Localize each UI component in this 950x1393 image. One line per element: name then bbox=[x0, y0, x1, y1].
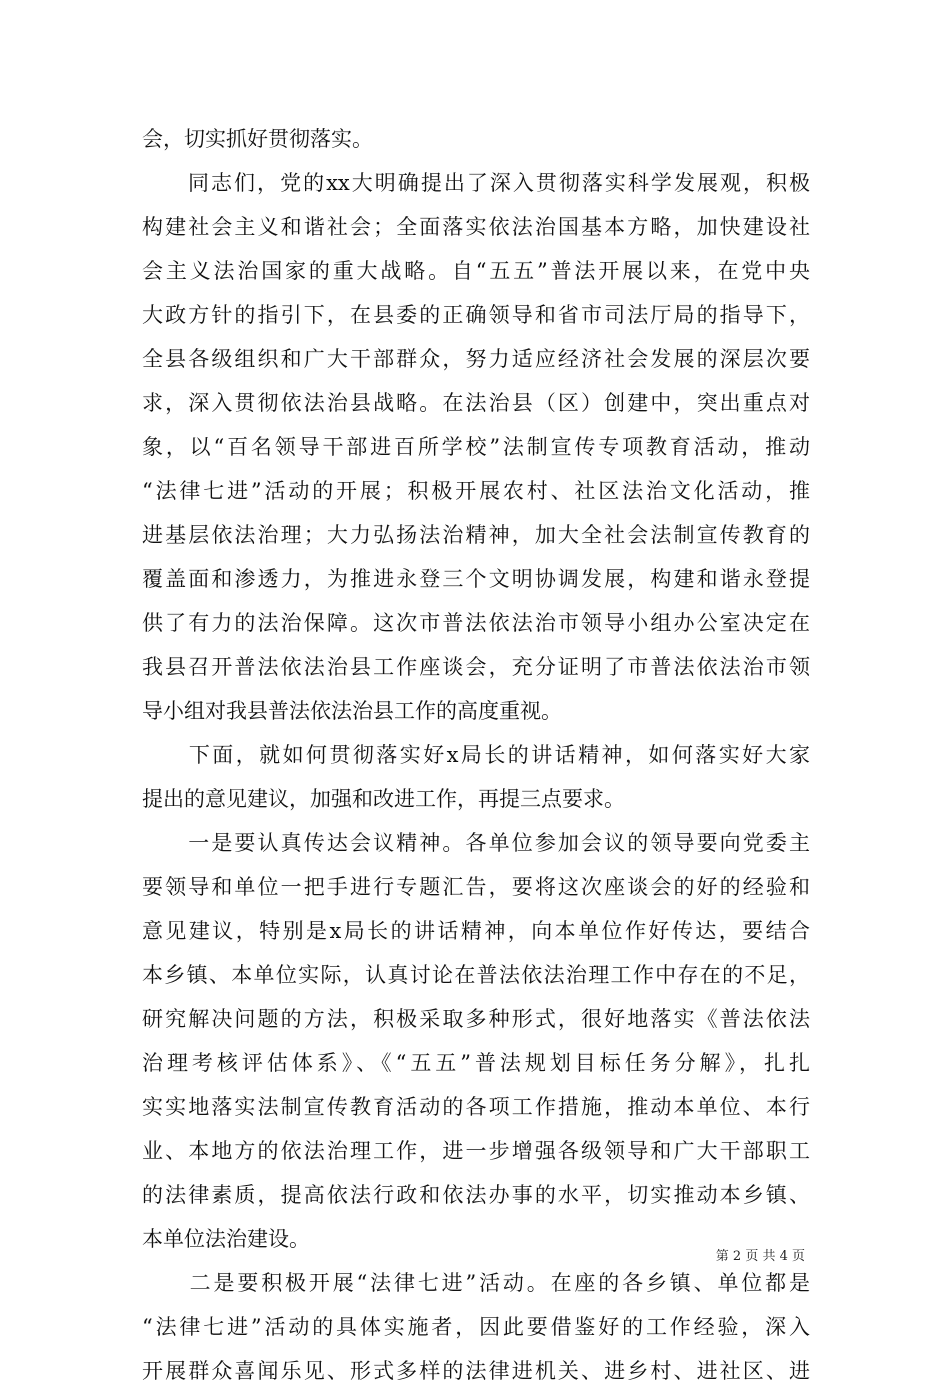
text-line: 全县各级组织和广大干部群众，努力适应经济社会发展的深层次要 bbox=[142, 347, 810, 371]
text-line: “法律七进”活动的开展；积极开展农村、社区法治文化活动，推 bbox=[142, 479, 810, 503]
text-line: 研究解决问题的方法，积极采取多种形式，很好地落实《普法依法 bbox=[142, 1007, 810, 1031]
text-line: 覆盖面和渗透力，为推进永登三个文明协调发展，构建和谐永登提 bbox=[142, 567, 810, 591]
text-line: 下面，就如何贯彻落实好x局长的讲话精神，如何落实好大家 bbox=[142, 743, 810, 767]
text-line: 的法律素质，提高依法行政和依法办事的水平，切实推动本乡镇、 bbox=[142, 1183, 810, 1207]
text-line: 本单位法治建设。 bbox=[142, 1227, 310, 1251]
text-line: 治理考核评估体系》、《“五五”普法规划目标任务分解》，扎扎 bbox=[142, 1051, 810, 1075]
text-line: 供了有力的法治保障。这次市普法依法治市领导小组办公室决定在 bbox=[142, 611, 810, 635]
text-line: 构建社会主义和谐社会；全面落实依法治国基本方略，加快建设社 bbox=[142, 215, 810, 239]
text-line: 进基层依法治理；大力弘扬法治精神，加大全社会法制宣传教育的 bbox=[142, 523, 810, 547]
text-line: 开展群众喜闻乐见、形式多样的法律进机关、进乡村、进社区、进 bbox=[142, 1359, 810, 1383]
document-body bbox=[142, 117, 810, 1393]
text-line: 意见建议，特别是x局长的讲话精神，向本单位作好传达，要结合 bbox=[142, 919, 810, 943]
text-line: 我县召开普法依法治县工作座谈会，充分证明了市普法依法治市领 bbox=[142, 655, 810, 679]
text-line: “法律七进”活动的具体实施者，因此要借鉴好的工作经验，深入 bbox=[142, 1315, 810, 1339]
text-line: 业、本地方的依法治理工作，进一步增强各级领导和广大干部职工 bbox=[142, 1139, 810, 1163]
text-line: 二是要积极开展“法律七进”活动。在座的各乡镇、单位都是 bbox=[142, 1271, 810, 1295]
text-line: 会主义法治国家的重大战略。自“五五”普法开展以来，在党中央 bbox=[142, 259, 810, 283]
text-line: 本乡镇、本单位实际，认真讨论在普法依法治理工作中存在的不足， bbox=[142, 963, 810, 987]
text-line: 同志们，党的xx大明确提出了深入贯彻落实科学发展观，积极 bbox=[142, 171, 810, 195]
text-line: 求，深入贯彻依法治县战略。在法治县（区）创建中，突出重点对 bbox=[142, 391, 810, 415]
text-line: 实实地落实法制宣传教育活动的各项工作措施，推动本单位、本行 bbox=[142, 1095, 810, 1119]
text-line: 一是要认真传达会议精神。各单位参加会议的领导要向党委主 bbox=[142, 831, 810, 855]
text-line: 提出的意见建议，加强和改进工作，再提三点要求。 bbox=[142, 787, 625, 811]
text-line: 要领导和单位一把手进行专题汇告，要将这次座谈会的好的经验和 bbox=[142, 875, 810, 899]
text-line: 导小组对我县普法依法治县工作的高度重视。 bbox=[142, 699, 562, 723]
text-line: 会，切实抓好贯彻落实。 bbox=[142, 127, 373, 151]
text-line: 象，以“百名领导干部进百所学校”法制宣传专项教育活动，推动 bbox=[142, 435, 810, 459]
text-line: 大政方针的指引下，在县委的正确领导和省市司法厅局的指导下， bbox=[142, 303, 810, 327]
page-number-footer: 第 2 页 共 4 页 bbox=[715, 1249, 805, 1264]
